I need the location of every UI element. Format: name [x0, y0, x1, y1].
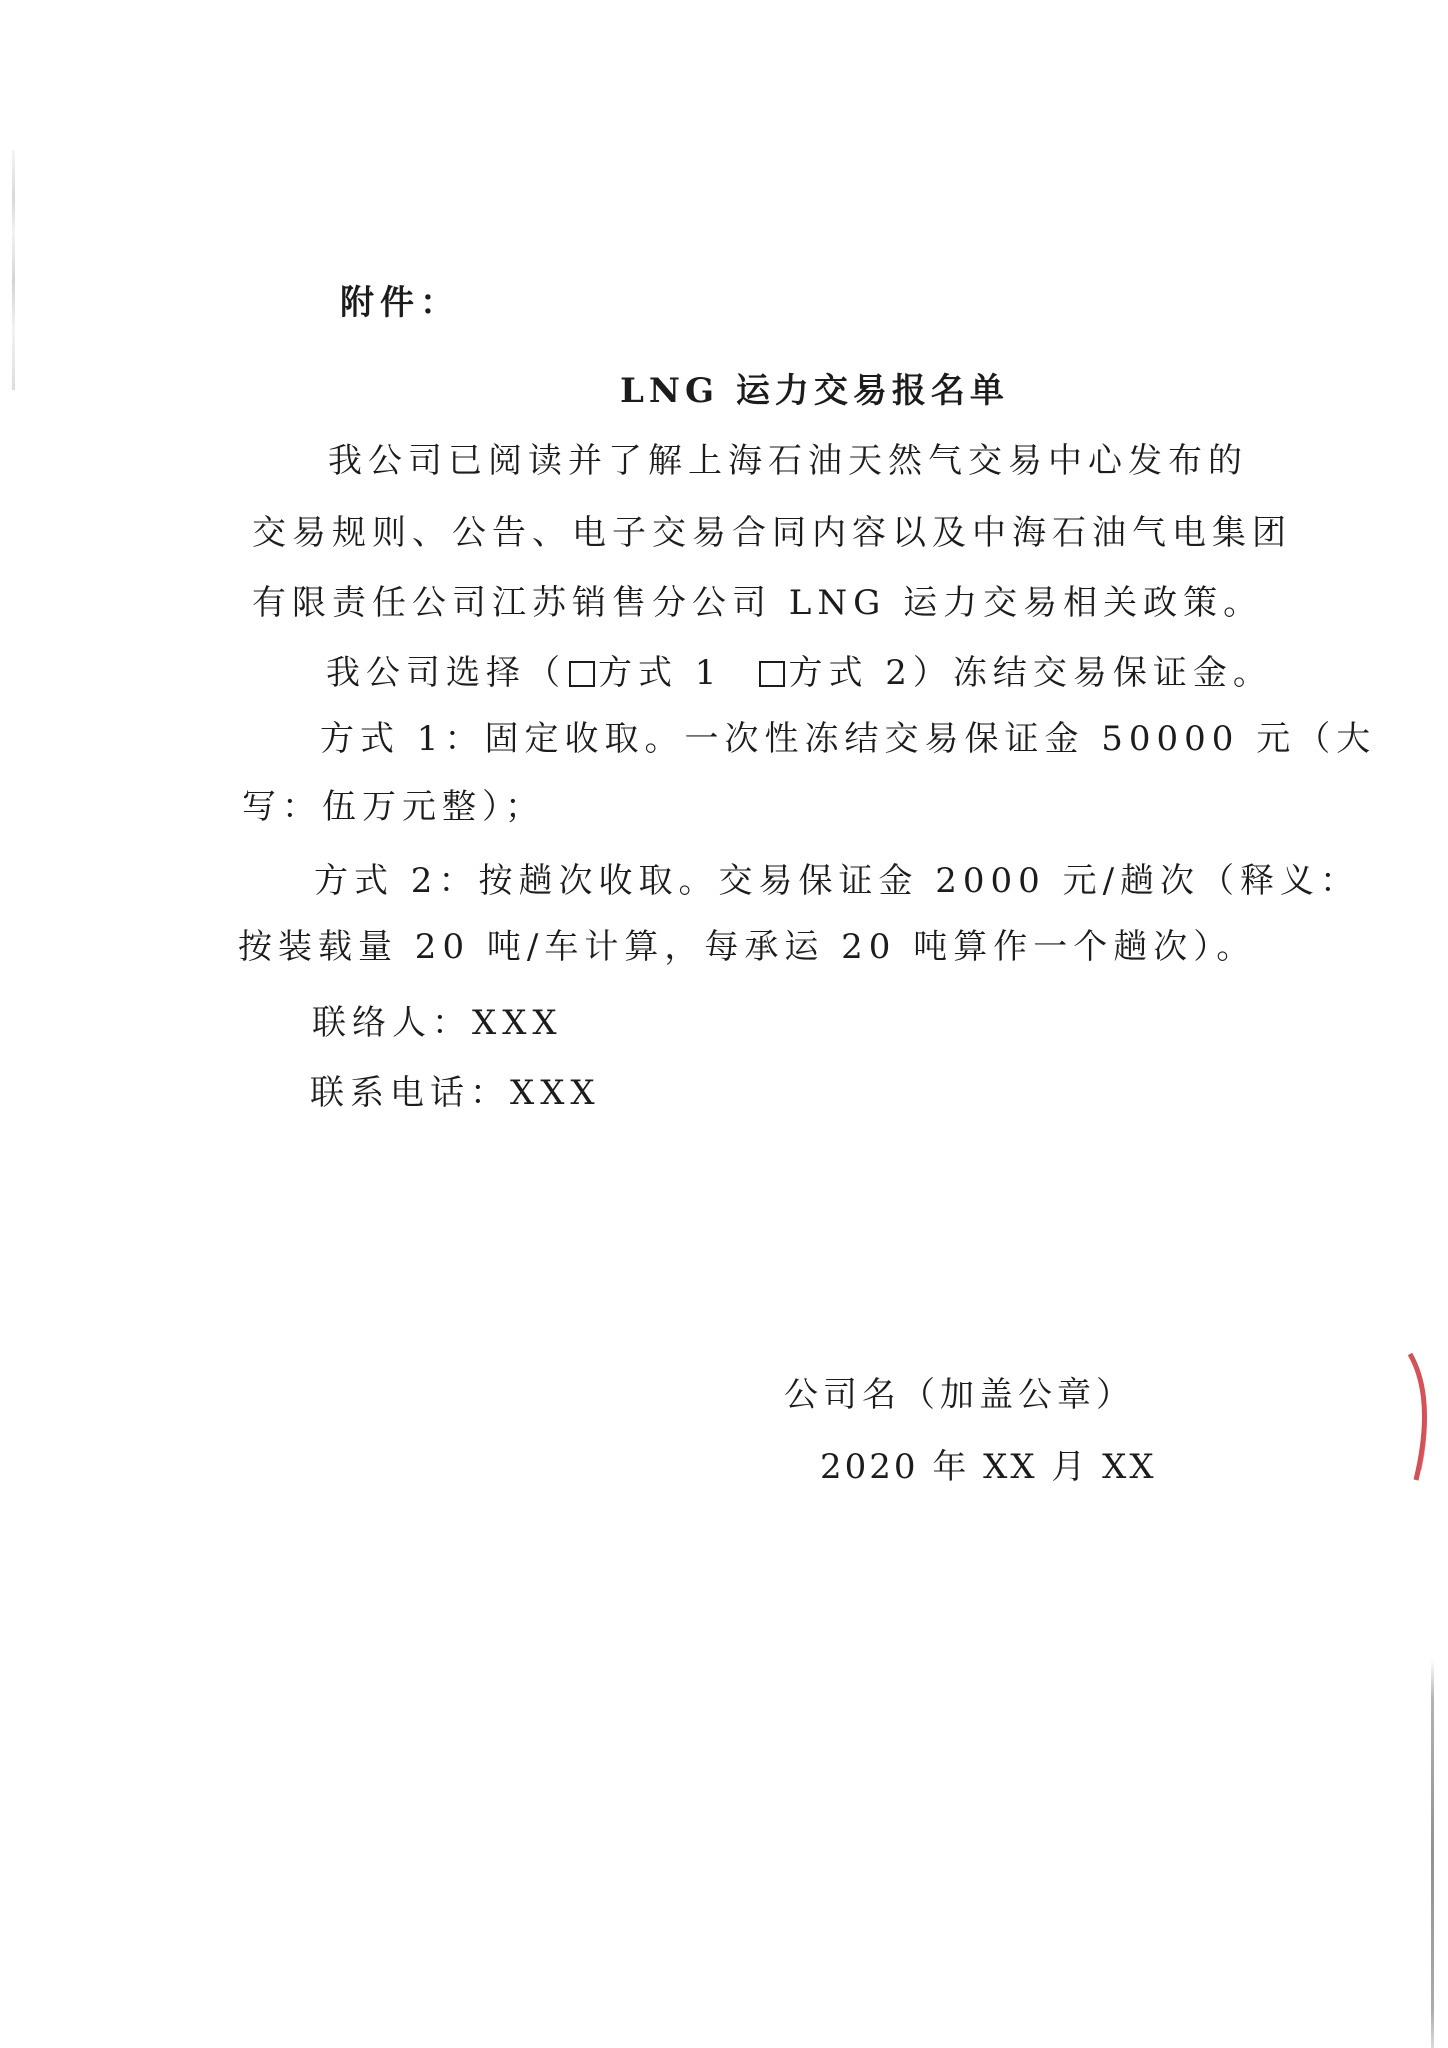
selection-suffix: ）冻结交易保证金。 [912, 653, 1273, 693]
scan-edge-artifact-left [12, 150, 15, 390]
method-2-checkbox[interactable] [759, 661, 785, 687]
red-stamp-edge [1404, 1352, 1432, 1482]
annex-label: 附件： [340, 283, 460, 323]
selection-prefix: 我公司选择（ [326, 653, 566, 693]
intro-line-3: 有限责任公司江苏销售分公司 LNG 运力交易相关政策。 [252, 583, 1264, 623]
method-1-description-line-2: 写：伍万元整）； [242, 787, 545, 827]
contact-person: 联络人：XXX [312, 1003, 563, 1043]
intro-line-1: 我公司已阅读并了解上海石油天然气交易中心发布的 [328, 441, 1248, 481]
company-signature-line: 公司名（加盖公章） [784, 1375, 1135, 1415]
method-1-label: 方式 1 [598, 653, 723, 693]
scan-edge-artifact-right [1431, 1660, 1434, 2048]
method-2-description-line-1: 方式 2：按趟次收取。交易保证金 2000 元/趟次（释义： [314, 861, 1361, 901]
method-1-checkbox[interactable] [569, 661, 595, 687]
document-title: LNG 运力交易报名单 [620, 371, 1009, 411]
signature-date: 2020 年 XX 月 XX [820, 1447, 1157, 1487]
intro-line-2: 交易规则、公告、电子交易合同内容以及中海石油气电集团 [252, 513, 1292, 553]
method-1-description-line-1: 方式 1：固定收取。一次性冻结交易保证金 50000 元（大 [320, 719, 1377, 759]
deposit-method-selection [326, 653, 1273, 693]
contact-phone: 联系电话：XXX [310, 1073, 601, 1113]
method-2-label: 方式 2 [788, 653, 913, 693]
method-2-description-line-2: 按装载量 20 吨/车计算，每承运 20 吨算作一个趟次）。 [238, 927, 1257, 967]
